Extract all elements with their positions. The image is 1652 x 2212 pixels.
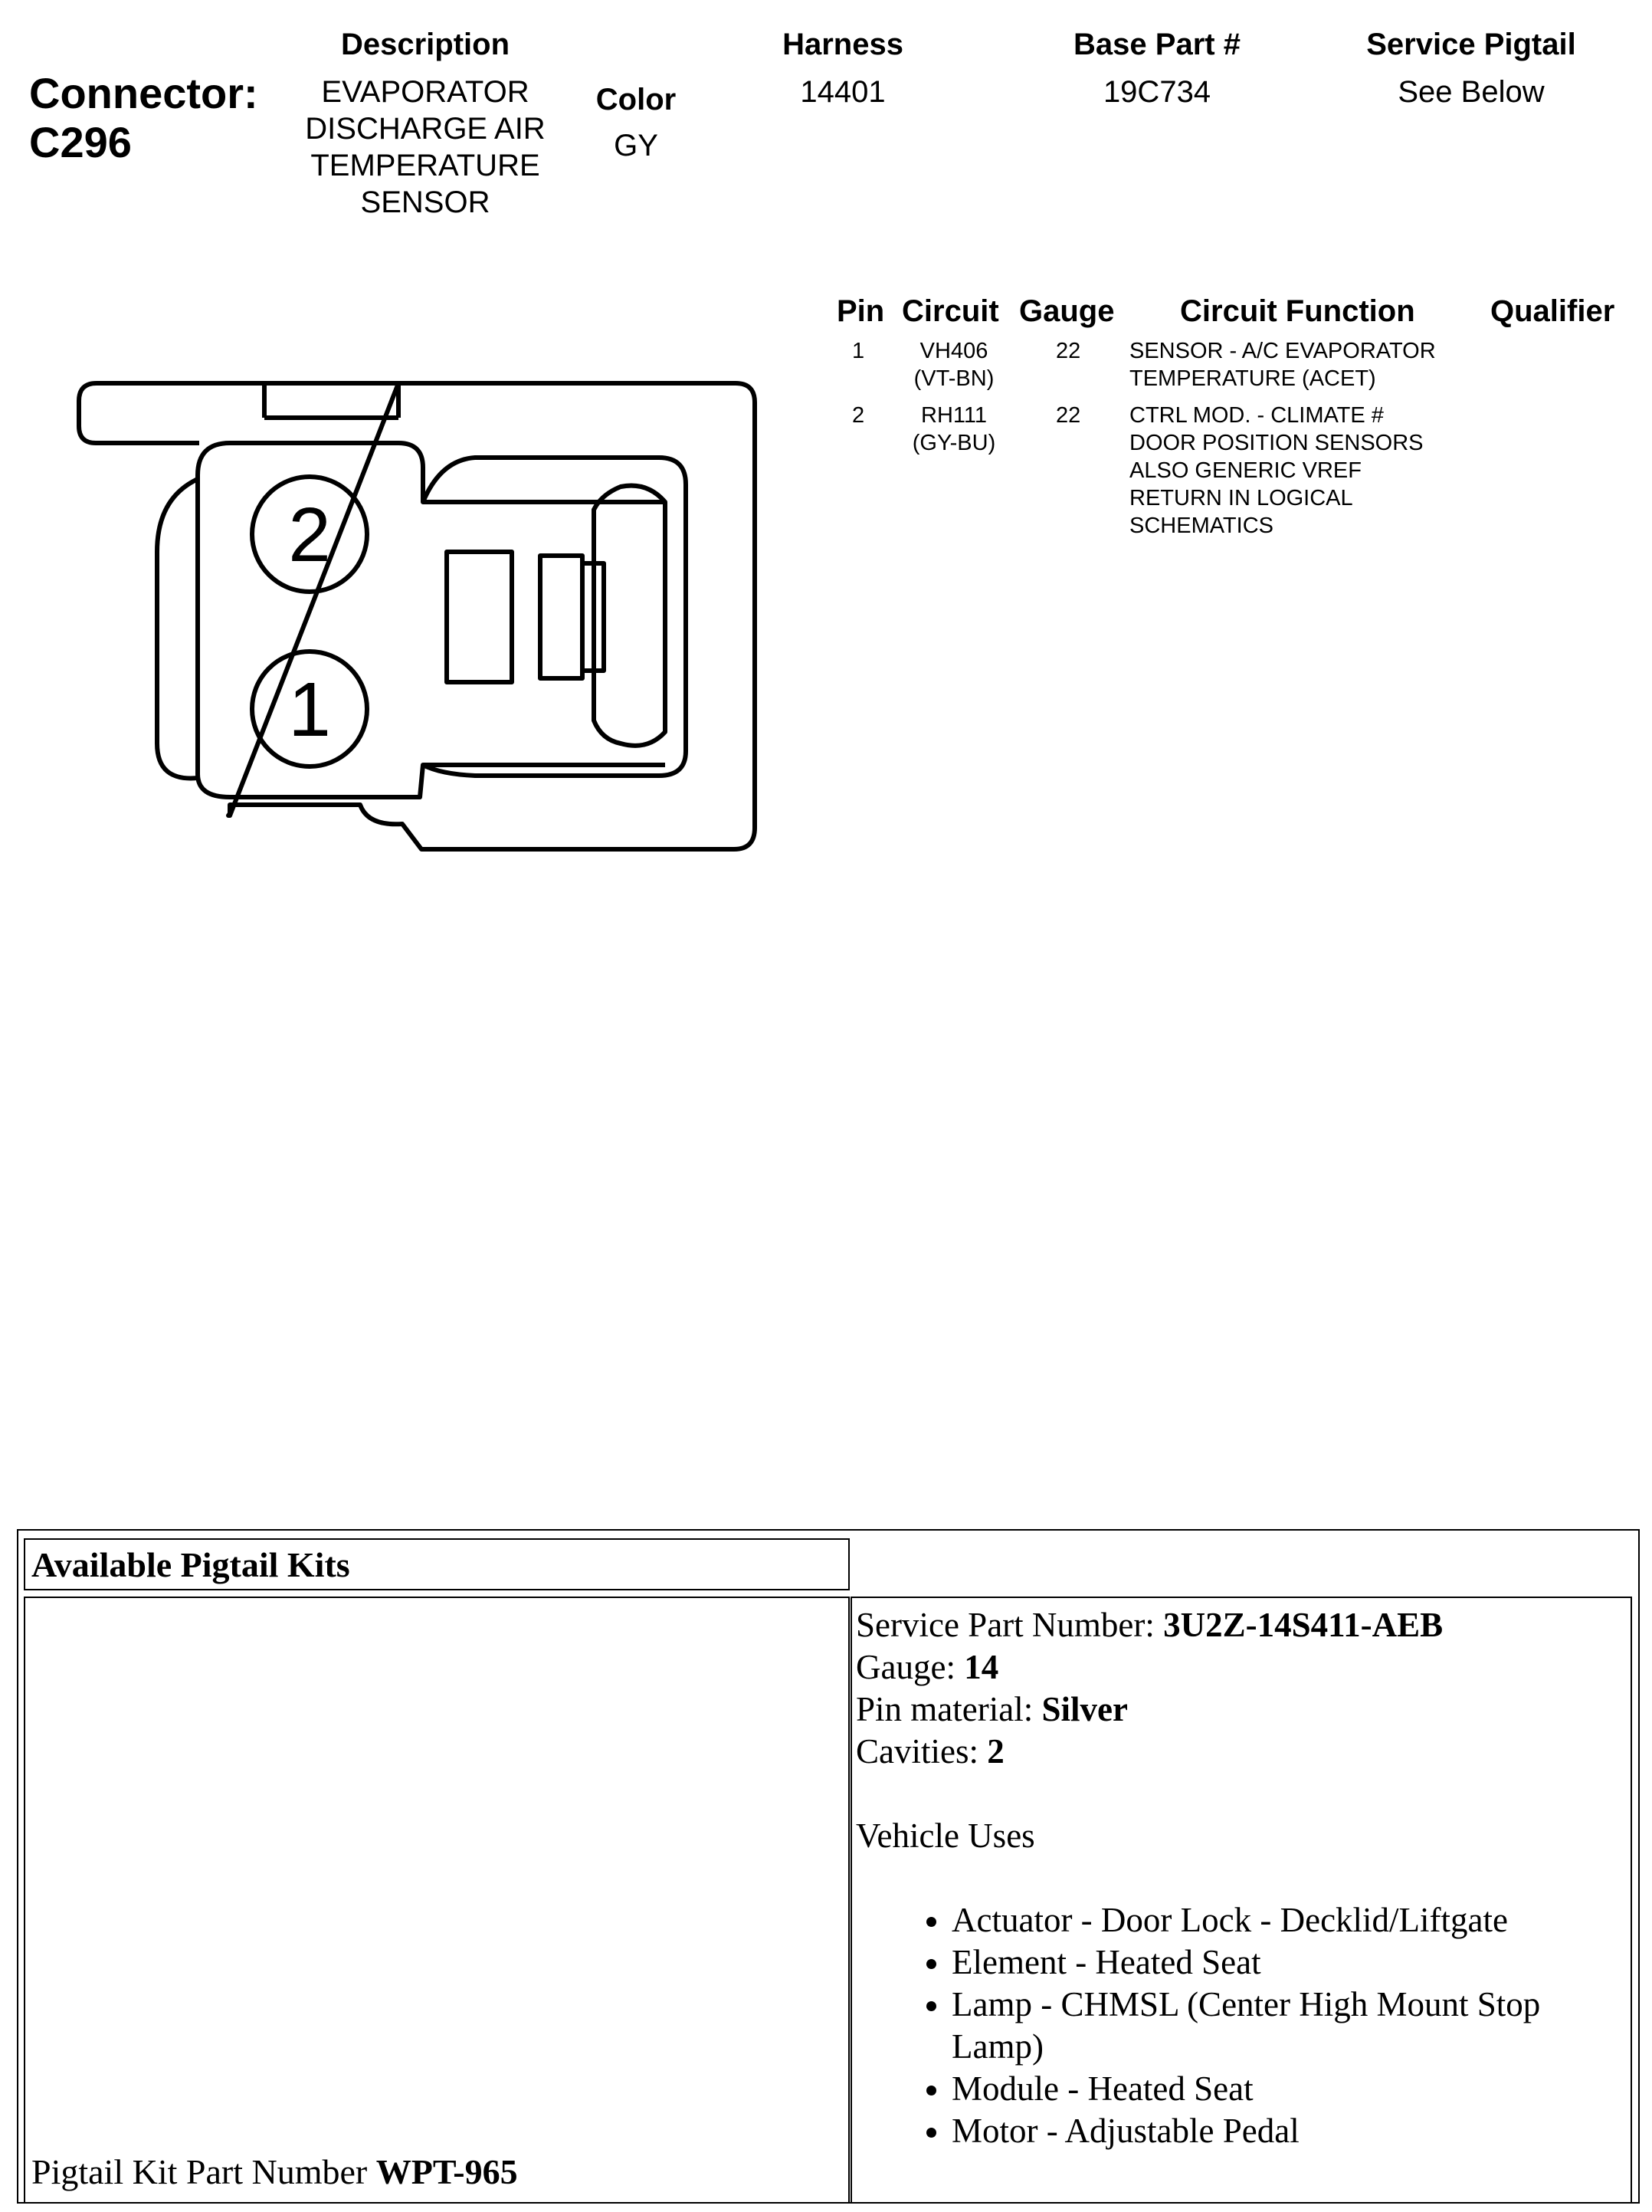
pigtail-kit-left-cell bbox=[24, 1597, 850, 2204]
pin-material-label: Pin material: bbox=[856, 1690, 1042, 1728]
function-line: SCHEMATICS bbox=[1129, 514, 1273, 538]
connector-id: C296 bbox=[29, 118, 132, 166]
connector-slot bbox=[447, 552, 512, 682]
cavities-line bbox=[856, 1731, 1631, 1773]
description-line: SENSOR bbox=[360, 185, 490, 219]
harness-label: Harness bbox=[782, 28, 903, 61]
circuit-line: (VT-BN) bbox=[913, 366, 995, 391]
function-line: CTRL MOD. - CLIMATE # bbox=[1129, 403, 1384, 428]
harness-value: 14401 bbox=[800, 75, 886, 109]
circuit-code bbox=[889, 402, 1019, 457]
base-part-label: Base Part # bbox=[1073, 28, 1241, 61]
function-line: ALSO GENERIC VREF bbox=[1129, 458, 1362, 483]
color-label: Color bbox=[595, 83, 677, 117]
circuit-line: (GY-BU) bbox=[912, 431, 996, 455]
circuit-col-header: Circuit bbox=[902, 294, 999, 328]
function-line: SENSOR - A/C EVAPORATOR bbox=[1129, 339, 1436, 363]
vehicle-use-item: • Module - Heated Seat bbox=[952, 2068, 1631, 2110]
vehicle-use-item: • Lamp - CHMSL (Center High Mount Stop Lamp) bbox=[952, 1984, 1631, 2068]
pin-number: 2 bbox=[852, 403, 865, 428]
service-pigtail-label: Service Pigtail bbox=[1366, 28, 1576, 61]
function-line: TEMPERATURE (ACET) bbox=[1129, 366, 1376, 391]
circuit-code bbox=[889, 337, 1019, 392]
circuit-function-col-header: Circuit Function bbox=[1180, 294, 1415, 328]
pigtail-kits-title: Available Pigtail Kits bbox=[31, 1545, 350, 1584]
description-label: Description bbox=[340, 28, 510, 61]
kit-part-label: Pigtail Kit Part Number bbox=[31, 2152, 376, 2191]
vehicle-use-item: • Actuator - Door Lock - Decklid/Liftgate bbox=[952, 1899, 1631, 1941]
connector-face-diagram bbox=[69, 368, 774, 858]
connector-pin-body bbox=[249, 441, 766, 500]
description-value bbox=[276, 74, 575, 221]
cavities-label: Cavities: bbox=[856, 1732, 988, 1771]
pigtail-kit-part-line bbox=[31, 2151, 518, 2193]
pin-number: 1 bbox=[852, 339, 865, 363]
description-line: EVAPORATOR bbox=[321, 75, 529, 109]
circuit-function bbox=[1129, 337, 1436, 392]
gauge-line bbox=[856, 1646, 1631, 1689]
pigtail-kits-title-cell bbox=[24, 1538, 850, 1590]
function-line: DOOR POSITION SENSORS bbox=[1129, 431, 1424, 455]
qualifier-col-header: Qualifier bbox=[1490, 294, 1615, 328]
connector-latch bbox=[79, 383, 264, 443]
pin-2-label: 2 bbox=[288, 492, 331, 578]
base-part-value: 19C734 bbox=[1103, 75, 1211, 109]
description-line: DISCHARGE AIR bbox=[305, 112, 546, 146]
service-part-line bbox=[856, 1604, 1631, 1646]
gauge-value: 22 bbox=[1056, 403, 1081, 428]
cavities-value: 2 bbox=[987, 1732, 1005, 1771]
service-part-value: 3U2Z-14S411-AEB bbox=[1163, 1606, 1444, 1644]
pigtail-kit-details bbox=[852, 1598, 1631, 2152]
gauge-value: 14 bbox=[964, 1648, 999, 1686]
function-line: RETURN IN LOGICAL bbox=[1129, 486, 1353, 510]
pin-material-value: Silver bbox=[1041, 1690, 1128, 1728]
gauge-value: 22 bbox=[1056, 339, 1081, 363]
circuit-line: RH111 bbox=[921, 403, 987, 428]
circuit-line: VH406 bbox=[919, 339, 988, 363]
circuit-function bbox=[1129, 402, 1424, 540]
kit-part-value: WPT-965 bbox=[375, 2152, 518, 2191]
connector-title bbox=[29, 69, 258, 167]
service-pigtail-value: See Below bbox=[1398, 75, 1545, 109]
pin-col-header: Pin bbox=[837, 294, 885, 328]
service-part-label: Service Part Number: bbox=[856, 1606, 1164, 1644]
vehicle-use-item: • Motor - Adjustable Pedal bbox=[952, 2110, 1631, 2152]
color-value: GY bbox=[614, 129, 658, 162]
vehicle-uses-list bbox=[856, 1899, 1631, 2152]
gauge-col-header: Gauge bbox=[1019, 294, 1115, 328]
connector-plug bbox=[423, 458, 686, 776]
gauge-label: Gauge: bbox=[856, 1648, 965, 1686]
vehicle-uses-label: Vehicle Uses bbox=[856, 1817, 1035, 1855]
connector-slot bbox=[540, 556, 582, 678]
pigtail-kit-right-cell bbox=[851, 1597, 1632, 2204]
pin-1-label: 1 bbox=[288, 667, 331, 753]
connector-label: Connector: bbox=[29, 69, 258, 117]
connector-outer-housing bbox=[228, 383, 755, 849]
description-line: TEMPERATURE bbox=[310, 149, 540, 182]
vehicle-use-item: • Element - Heated Seat bbox=[952, 1941, 1631, 1984]
pin-material-line bbox=[856, 1689, 1631, 1731]
